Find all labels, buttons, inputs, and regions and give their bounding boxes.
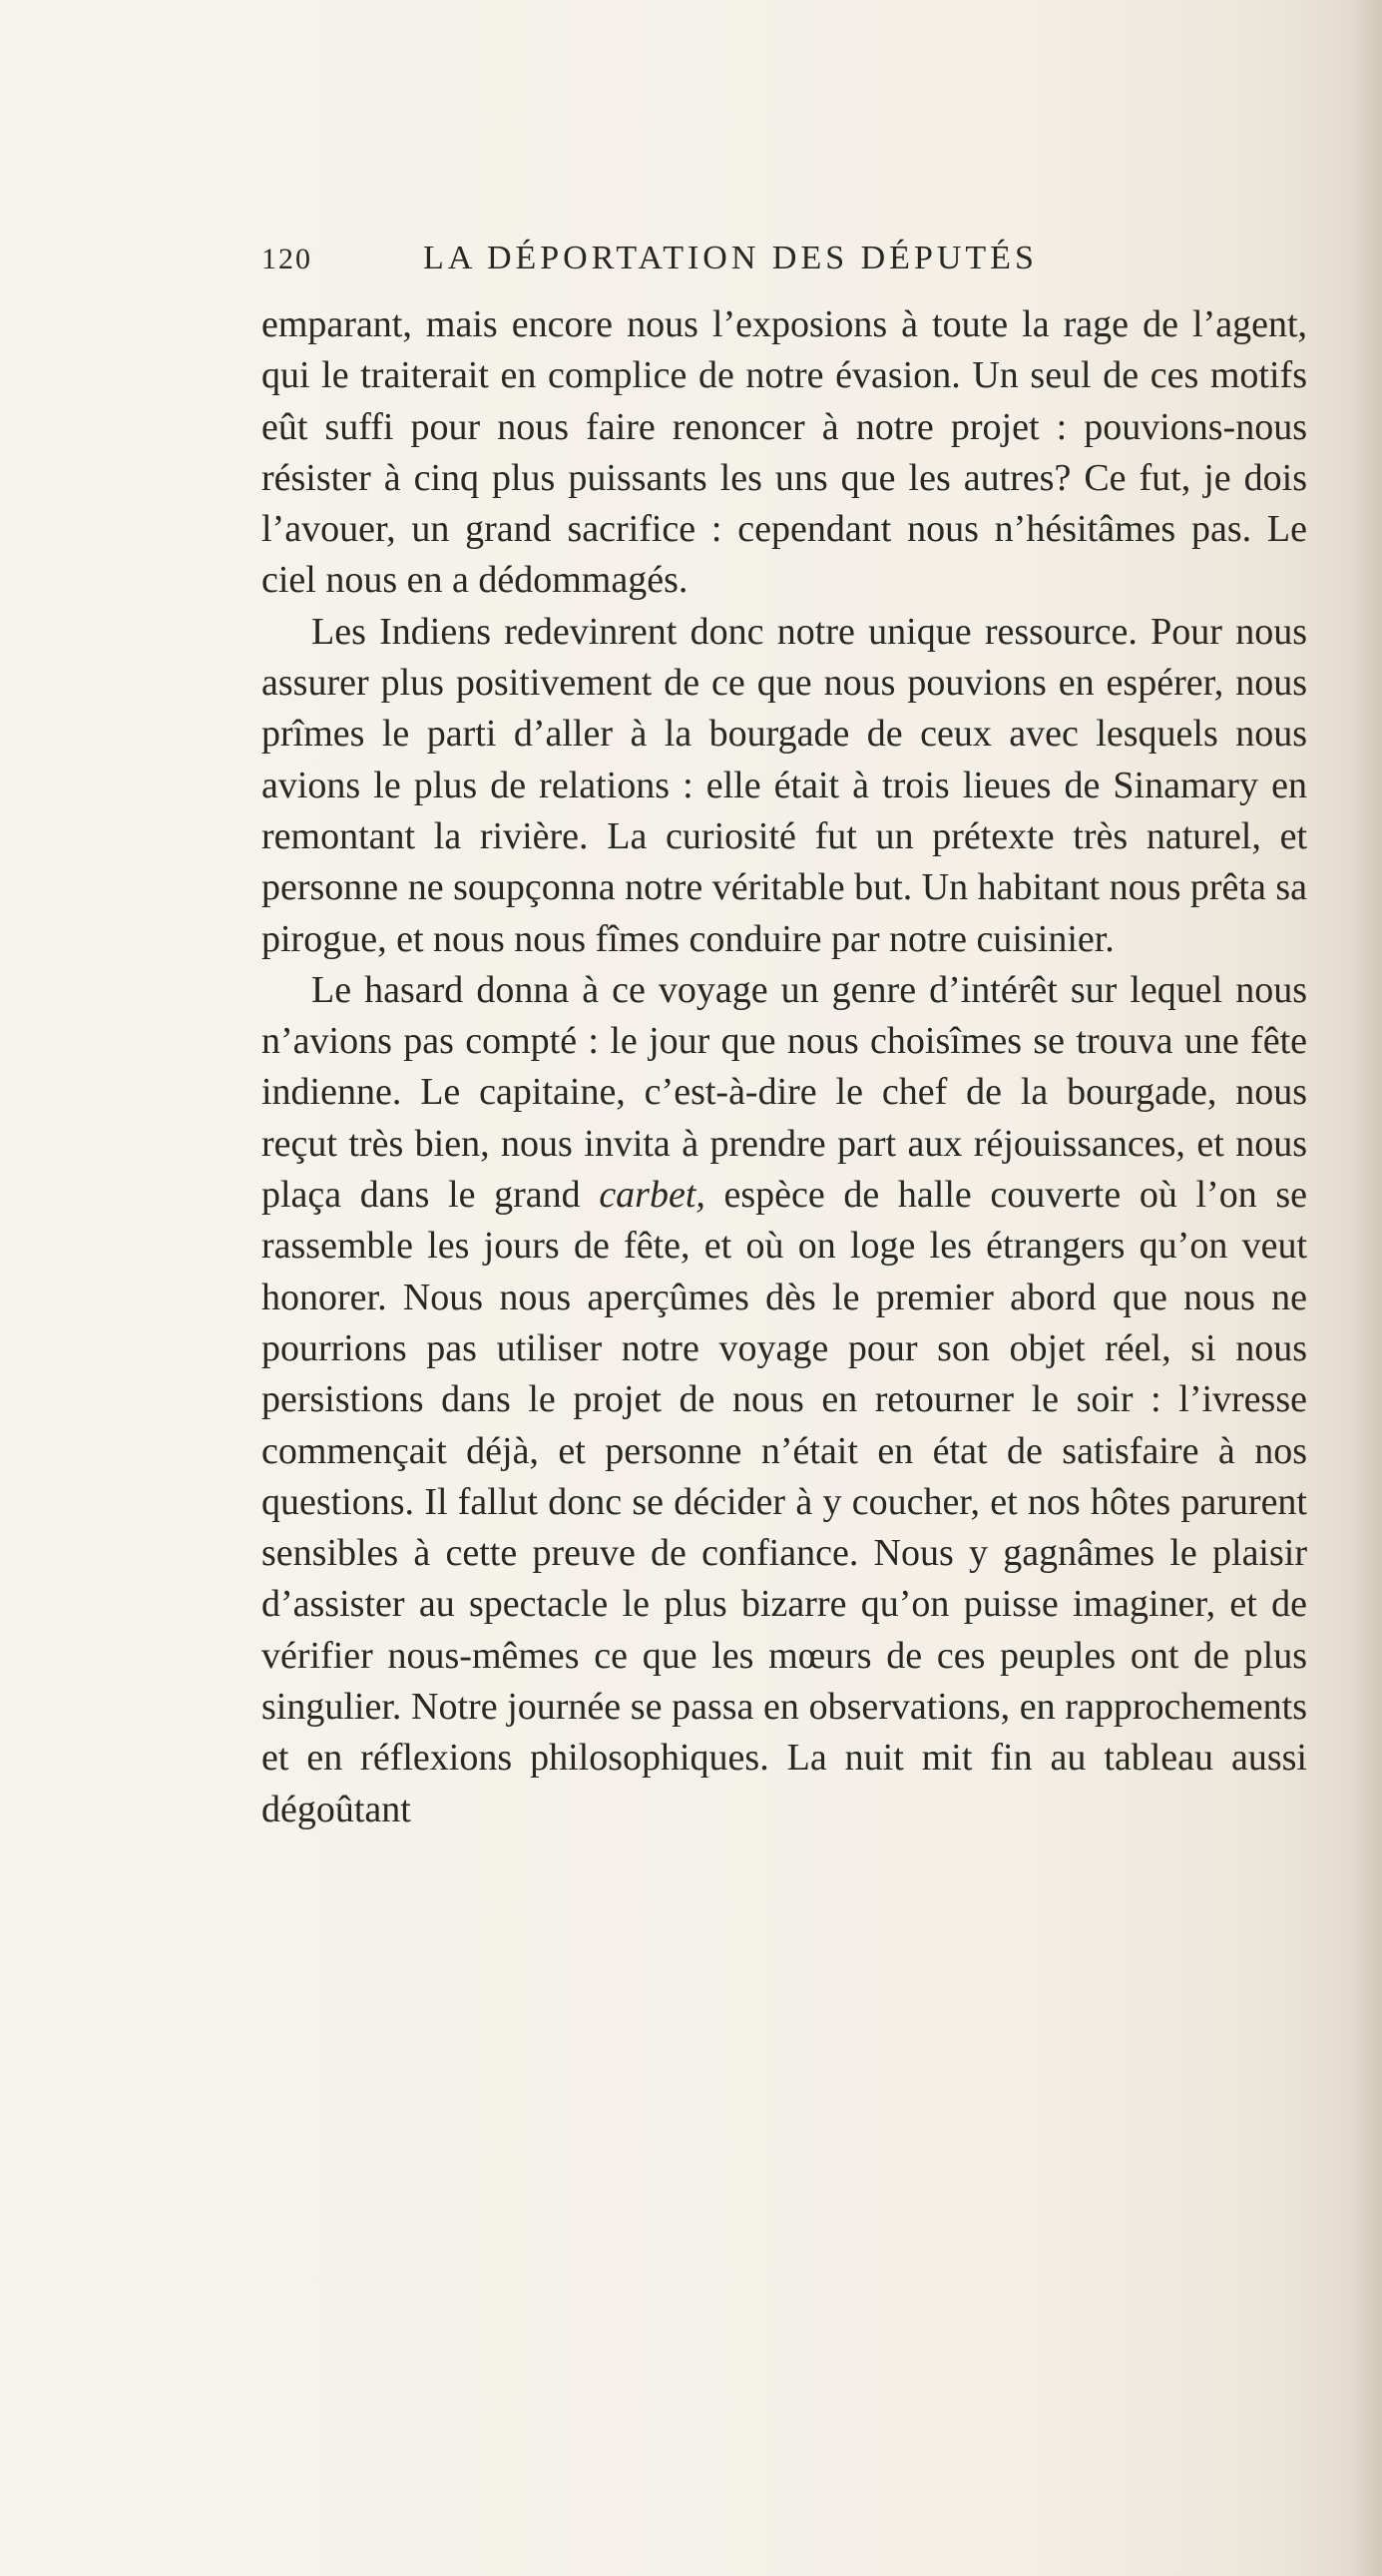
body-text [261,299,1307,1835]
paragraph-3-italic-word: carbet, [599,1174,705,1217]
running-head [261,240,1307,283]
paragraph-3-text-before-italic: Le hasard donna à ce voyage un genre d’intérêt sur lequel nous n’avions pas compté : le jour que nous choisîmes se trouva une fête indienne. Le capitaine, c’est-à-dire le chef de la bourgade, nous reçut très bien, nous invita à prendre part aux réjouissances, et nous plaça dans le grand [261,968,1307,1217]
paragraph-2: Les Indiens redevinrent donc notre unique ressource. Pour nous assurer plus positivement de ce que nous pouvions en espérer, nous prîmes le parti d’aller à la bourgade de ceux avec lesquels nous avions le plus de relations : elle était à trois lieues de Sinamary en remontant la rivière. La curiosité fut un prétexte très naturel, et personne ne soupçonna notre véritable but. Un habitant nous prêta sa pirogue, et nous nous fîmes conduire par notre cuisinier. [261,610,1307,960]
paragraph-3-text-after-italic: espèce de halle couverte où l’on se rassemble les jours de fête, et où on loge les étrangers qu’on veut honorer. Nous nous aperçûmes dès le premier abord que nous ne pourrions pas utiliser notre voyage pour son objet réel, si nous persistions dans le projet de nous en retourner le soir : l’ivresse commençait déjà, et personne n’était en état de satisfaire à nos questions. Il fallut donc se décider à y coucher, et nos hôtes parurent sensibles à cette preuve de confiance. Nous y gagnâmes le plaisir d’assister au spectacle le plus bizarre qu’on puisse imaginer, et de vérifier nous-mêmes ce que les mœurs de ces peuples ont de plus singulier. Notre journée se passa en observations, en rapprochements et en réflexions philosophiques. La nuit mit fin au tableau aussi dégoûtant [261,1174,1307,1830]
paragraph-3 [261,965,1307,1835]
running-title: LA DÉPORTATION DES DÉPUTÉS [423,240,1038,276]
page-edge-shadow [1352,0,1382,2576]
paragraph-1: emparant, mais encore nous l’exposions à toute la rage de l’agent, qui le traiterait en complice de notre évasion. Un seul de ces motifs eût suffi pour nous faire renoncer à notre projet : pouvions-nous résister à cinq plus puissants les uns que les autres? Ce fut, je dois l’avouer, un grand sacrifice : cependant nous n’hésitâmes pas. Le ciel nous en a dédommagés. [261,303,1307,602]
page-number: 120 [261,243,312,275]
page-text-block [261,240,1307,1835]
